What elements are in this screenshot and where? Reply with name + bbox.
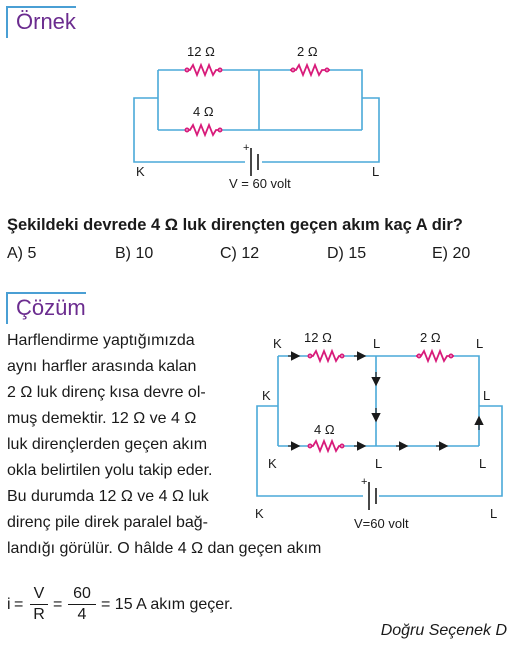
solution-line-6: okla belirtilen yolu takip eder. <box>7 462 213 479</box>
node-l-top-right: L <box>476 336 484 351</box>
solution-r2-label: 2 Ω <box>420 330 441 345</box>
solution-resistor-12-ohm <box>308 351 344 361</box>
fraction-v-over-r <box>30 584 48 625</box>
option-b: B) 10 <box>115 245 154 262</box>
node-k-top: K <box>273 336 282 351</box>
example-question: Şekildeki devrede 4 Ω luk dirençten geçen akım kaç A dir? <box>7 216 463 234</box>
option-a: A) 5 <box>7 245 37 262</box>
node-k-left: K <box>262 388 271 403</box>
option-d: D) 15 <box>327 245 367 262</box>
solution-line-5: luk dirençlerden geçen akım <box>7 436 208 453</box>
resistor-4-ohm <box>185 125 222 135</box>
solution-line-4: muş demektir. 12 Ω ve 4 Ω <box>7 410 197 427</box>
option-c: C) 12 <box>220 245 260 262</box>
example-heading: Örnek <box>6 6 76 38</box>
formula-i: i <box>7 596 11 613</box>
example-resistors <box>185 65 330 135</box>
solution-resistor-2-ohm <box>416 351 454 361</box>
solution-line-2: aynı harfler arasında kalan <box>7 358 197 375</box>
fraction-r: R <box>33 606 45 623</box>
solution-heading: Çözüm <box>6 292 86 324</box>
node-l-top-mid: L <box>373 336 381 351</box>
correct-answer: Doğru Seçenek D <box>380 622 507 639</box>
option-e: E) 20 <box>432 245 471 262</box>
example-battery-label: V = 60 volt <box>229 176 291 191</box>
fraction-60-over-4 <box>68 584 96 625</box>
solution-battery-plus: + <box>361 476 368 488</box>
node-l-right: L <box>483 388 491 403</box>
solution-battery-label: V=60 volt <box>354 516 409 531</box>
fraction-60: 60 <box>68 584 96 605</box>
example-battery <box>251 148 258 176</box>
resistor-12-ohm <box>185 65 222 75</box>
example-circuit-diagram <box>0 38 517 198</box>
solution-line-1: Harflendirme yaptığımızda <box>7 332 195 349</box>
node-k-battery: K <box>255 506 264 521</box>
example-r3-label: 4 Ω <box>193 104 214 119</box>
solution-battery <box>369 482 376 510</box>
solution-line-9: landığı görülür. O hâlde 4 Ω dan geçen akım <box>7 540 322 557</box>
node-l-battery: L <box>490 506 498 521</box>
fraction-4: 4 <box>77 606 87 623</box>
formula-eq-2: = <box>53 596 63 613</box>
solution-line-3: 2 Ω luk direnç kısa devre ol- <box>7 384 206 401</box>
solution-resistor-4-ohm <box>308 441 344 451</box>
node-l-bottom-right: L <box>479 456 487 471</box>
solution-r3-label: 4 Ω <box>314 422 335 437</box>
example-circuit-wires <box>134 70 379 162</box>
node-k-bottom: K <box>268 456 277 471</box>
solution-line-7: Bu durumda 12 Ω ve 4 Ω luk <box>7 488 209 505</box>
formula-eq-1: = <box>14 596 24 613</box>
solution-circuit-wires <box>257 356 502 496</box>
solution-circuit-diagram <box>0 320 517 540</box>
formula-result: = 15 A akım geçer. <box>101 596 234 613</box>
example-r2-label: 2 Ω <box>297 44 318 59</box>
solution-line-8: direnç pile direk paralel bağ- <box>7 514 208 531</box>
example-battery-plus: + <box>243 142 250 154</box>
example-r1-label: 12 Ω <box>187 44 215 59</box>
resistor-2-ohm <box>290 65 330 75</box>
solution-r1-label: 12 Ω <box>304 330 332 345</box>
fraction-v: V <box>30 584 48 605</box>
example-node-l: L <box>372 164 380 179</box>
example-node-k: K <box>136 164 145 179</box>
node-l-bottom-mid: L <box>375 456 383 471</box>
